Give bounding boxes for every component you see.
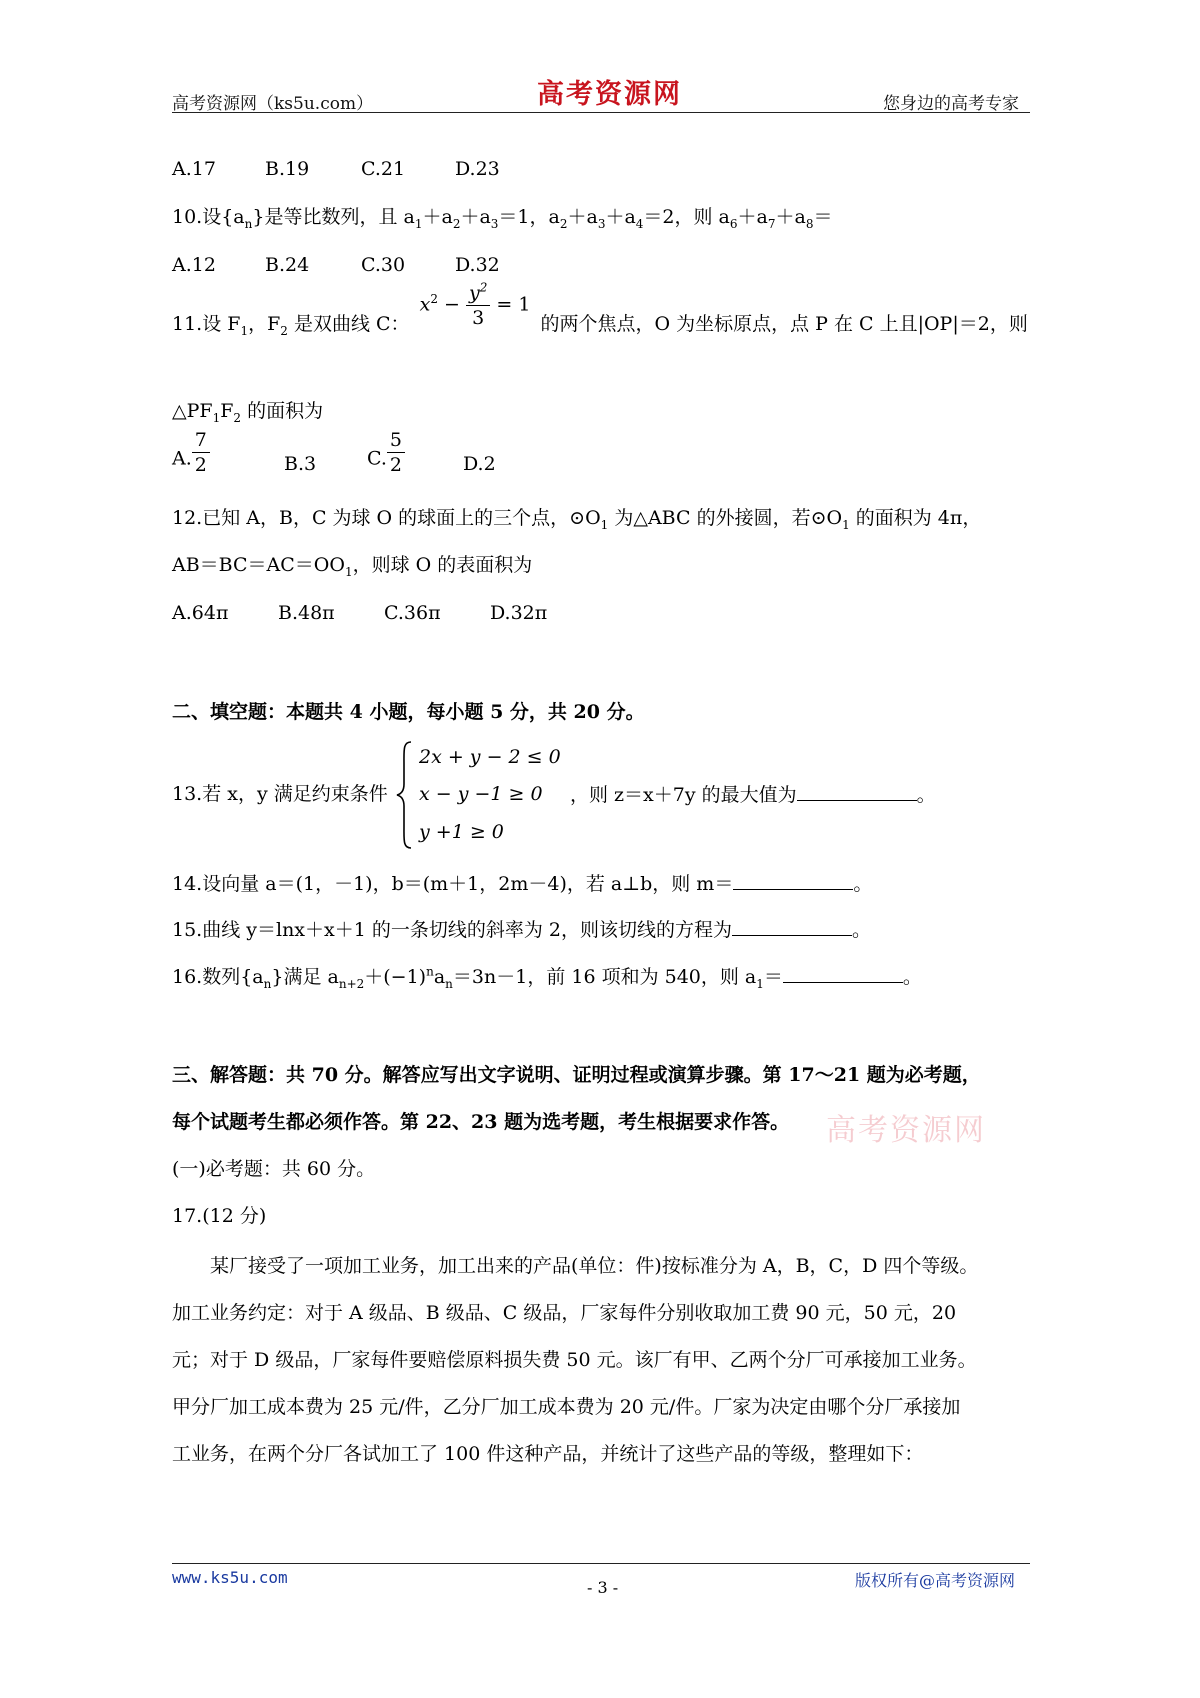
q17-line-5: 工业务，在两个分厂各试加工了 100 件这种产品，并统计了这些产品的等级，整理如下： <box>172 1443 924 1465</box>
q12-option-d: D.32π <box>490 602 548 624</box>
footer-link[interactable]: www.ks5u.com <box>172 1568 288 1587</box>
q12-options <box>172 601 548 625</box>
q16-answer-blank[interactable] <box>783 964 903 983</box>
q12-option-b: B.48π <box>278 602 335 624</box>
q13-answer-blank[interactable] <box>797 782 917 801</box>
q13-tail: ，则 z＝x＋7y 的最大值为 。 <box>570 784 936 806</box>
q10-stem: 10.设$\{a_n\}$是等比数列，且 $a_1+a_2+a_3=1$，$a_2+a_3+a_4=2$，则 $a_6+a_7+a_8=$ <box>172 206 833 231</box>
q17-title: 17.(12 分) <box>172 1205 267 1227</box>
q15-answer-blank[interactable] <box>732 917 852 936</box>
q10-option-c: C.30 <box>361 254 406 276</box>
section3-sub: (一)必考题：共 60 分。 <box>172 1158 376 1180</box>
q12-stem: 12.已知 A，B，C 为球 O 的球面上的三个点，$⊙O_1$ 为△ABC 的外接圆，若$⊙O_1$ 的面积为 4π， <box>172 507 982 532</box>
q15: 15.曲线 y＝lnx＋x＋1 的一条切线的斜率为 2，则该切线的方程为 。 <box>172 919 872 941</box>
q13-condition-3: y +1 ≥ 0 <box>419 821 504 843</box>
section2-title: 二、填空题：本题共 4 小题，每小题 5 分，共 20 分。 <box>172 701 645 723</box>
q11-stem: 11.设 $F_1$，$F_2$ 是双曲线 C： $x^2$ − $\frac{y^2}{3}$ = 1 的两个焦点，O 为坐标原点，点 P 在 C 上且|OP|＝2，则 <box>172 280 1028 338</box>
hyperbola-equation: $x^2$ − $\frac{y^2}{3}$ = 1 <box>419 280 531 329</box>
q17-line-1: 某厂接受了一项加工业务，加工出来的产品(单位：件)按标准分为 A，B，C，D 四个等级。 <box>210 1255 979 1277</box>
header-right: 您身边的高考专家 <box>883 94 1019 114</box>
q9-option-c: C.21 <box>361 158 406 180</box>
q17-line-4: 甲分厂加工成本费为 25 元/件，乙分厂加工成本费为 20 元/件。厂家为决定由哪个分厂承接加 <box>172 1396 961 1418</box>
header-rule <box>172 112 1030 113</box>
q9-option-d: D.23 <box>455 158 500 180</box>
q12-stem-line2: $AB=BC=AC=OO_1$，则球 O 的表面积为 <box>172 554 533 579</box>
header-logo: 高考资源网 <box>537 79 682 110</box>
q14: 14.设向量 a＝(1，－1)，b＝(m＋1，2m－4)，若 a⊥b，则 m＝ 。 <box>172 873 873 895</box>
section3-line2: 每个试题考生都必须作答。第 22、23 题为选考题，考生根据要求作答。 <box>172 1111 790 1133</box>
footer-copyright: 版权所有@高考资源网 <box>855 1571 1016 1590</box>
q11-option-b: B.3 <box>284 453 317 475</box>
q9-options <box>172 157 500 181</box>
section3-line1: 三、解答题：共 70 分。解答应写出文字说明、证明过程或演算步骤。第 17～21 题为必考题， <box>172 1064 981 1086</box>
page-number: - 3 - <box>587 1578 619 1597</box>
q12-option-a: A.64π <box>172 602 229 624</box>
q16: 16.数列$\{a_n\}$满足 $a_{n+2}+(-1)^na_n=3n-1$，前 16 项和为 540，则 $a_1=$ 。 <box>172 964 922 991</box>
q11-option-d: D.2 <box>463 453 496 475</box>
header-left: 高考资源网（ks5u.com） <box>172 94 374 114</box>
footer-rule <box>172 1563 1030 1564</box>
q10-option-b: B.24 <box>265 254 310 276</box>
q10-option-a: A.12 <box>172 254 216 276</box>
q11-option-a: A. $\frac{7}{2}$ <box>172 440 210 477</box>
q10-option-d: D.32 <box>455 254 500 276</box>
q13-condition-1: 2x + y − 2 ≤ 0 <box>419 746 561 768</box>
q9-option-b: B.19 <box>265 158 310 180</box>
q11-option-c: C. $\frac{5}{2}$ <box>367 440 405 477</box>
q13-lead: 13.若 x，y 满足约束条件 <box>172 783 388 805</box>
q9-option-a: A.17 <box>172 158 216 180</box>
watermark: 高考资源网 <box>826 1113 986 1148</box>
q11-stem-line2: $\triangle PF_1F_2$ 的面积为 <box>172 400 324 425</box>
q17-line-3: 元；对于 D 级品，厂家每件要赔偿原料损失费 50 元。该厂有甲、乙两个分厂可承接加工业务。 <box>172 1349 977 1371</box>
q13-condition-2: x − y −1 ≥ 0 <box>419 783 543 805</box>
q17-line-2: 加工业务约定：对于 A 级品、B 级品、C 级品，厂家每件分别收取加工费 90 元，50 元，20 <box>172 1302 957 1324</box>
q14-answer-blank[interactable] <box>733 871 853 890</box>
q12-option-c: C.36π <box>384 602 441 624</box>
q10-options <box>172 253 500 277</box>
